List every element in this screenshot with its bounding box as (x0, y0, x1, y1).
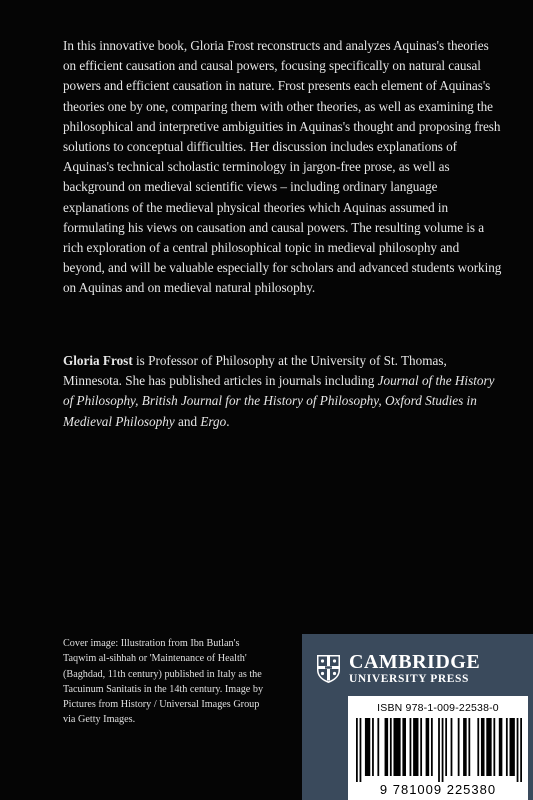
book-description (63, 36, 503, 299)
publisher-name (349, 652, 480, 686)
isbn-label: ISBN 978-1-009-22538-0 (377, 702, 499, 714)
publisher-line-1: CAMBRIDGE (349, 651, 481, 673)
bio-journal-last: Ergo (200, 413, 227, 429)
cover-image-credit: Cover image: Illustration from Ibn Butlan's Taqwim al-sihhah or 'Maintenance of Health' (Baghdad, 11th century) published in Italy as the Tacuinum Sanitatis in the 14th century. Image by Pictures from History / Universal Images Group via Getty Images. (63, 638, 264, 726)
barcode-icon (356, 718, 522, 782)
bio-text-2: and (174, 413, 201, 429)
description-text: In this innovative book, Gloria Frost reconstructs and analyzes Aquinas's theories on efficient causation and causal powers, focusing specifically on natural causal powers and efficient causation in nature. Frost presents each element of Aquinas's theories one by one, comparing them with other theories, as well as examining the philosophical and interpretive ambiguities in Aquinas's thought and proposing fresh solutions to conceptual difficulties. Her discussion includes explanations of Aquinas's technical scholastic terminology in jargon-free prose, as well as background on medieval scientific views – including ordinary language explanations of the medieval physical theories which Aquinas assumed in formulating his views on causation and causal powers. The resulting volume is a rich exploration of a central philosophical topic in medieval philosophy and beyond, and will be valuable especially for scholars and advanced students working on Aquinas and on medieval natural philosophy. (63, 38, 502, 296)
author-name: Gloria Frost (63, 353, 133, 368)
author-bio (63, 351, 503, 432)
barcode-digits: 9 781009 225380 (379, 782, 497, 797)
publisher-line-2: UNIVERSITY PRESS (349, 673, 470, 685)
publisher-panel (302, 634, 533, 800)
bio-end: . (226, 413, 230, 429)
publisher-logo (316, 652, 480, 686)
bio-paragraph (63, 351, 503, 432)
barcode-area (348, 696, 528, 800)
bio-journals: Journal of the History of Philosophy, British Journal for the History of Philosophy, Oxford Studies in Medieval Philosophy (63, 373, 495, 429)
bio-text-1: is Professor of Philosophy at the University of St. Thomas, Minnesota. She has published articles in journals including (63, 353, 447, 389)
cambridge-shield-icon (316, 654, 341, 684)
